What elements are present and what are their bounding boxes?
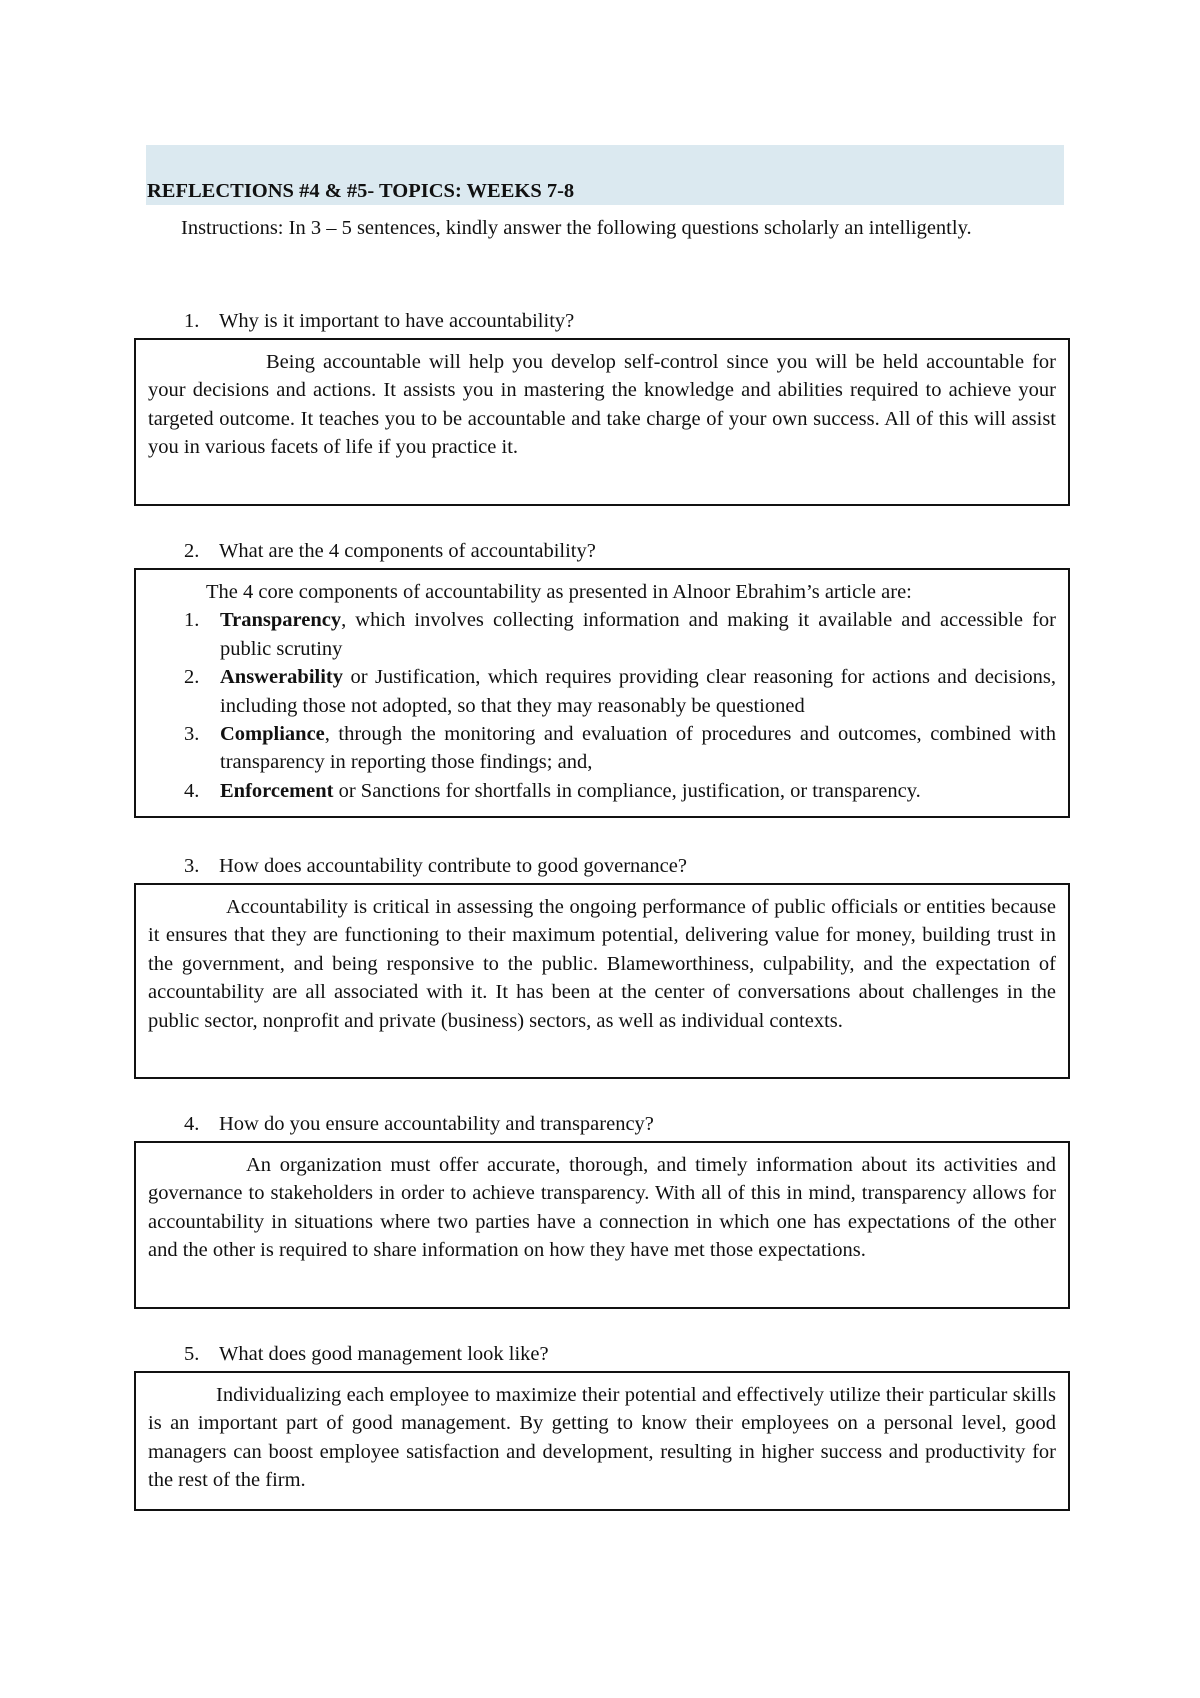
question-number: 1. (184, 310, 200, 332)
answer-text: Being accountable will help you develop self-control since you will be held accountable for your decisions and actions. It assists you in mastering the knowledge and abilities required to achieve your targeted outcome. It teaches you to be accountable and take charge of your own success. All of this will assist you in various facets of life if you practice it. (148, 351, 1056, 459)
answer-box-2 (134, 568, 1070, 818)
question-text: Why is it important to have accountability? (219, 310, 575, 332)
list-item (148, 777, 1056, 805)
answer-box-3 (134, 883, 1070, 1079)
question-number: 2. (184, 540, 200, 562)
component-description: , which involves collecting information and making it available and accessible for public scrutiny (220, 609, 1056, 660)
list-number: 2. (184, 666, 200, 689)
component-description: or Sanctions for shortfalls in compliance, justification, or transparency. (333, 779, 921, 802)
list-item (148, 663, 1056, 720)
question-number: 3. (184, 855, 200, 877)
component-term: Answerability (220, 666, 343, 689)
component-term: Compliance (220, 723, 325, 746)
question-text: How does accountability contribute to good governance? (219, 855, 687, 877)
list-item (148, 720, 1056, 777)
answer-text: Individualizing each employee to maximize their potential and effectively utilize their particular skills is an important part of good management. By getting to know their employees on a personal level, good managers can boost employee satisfaction and development, resulting in higher success and productivity for the rest of the firm. (148, 1384, 1056, 1492)
components-intro: The 4 core components of accountability as presented in Alnoor Ebrahim’s article are: (206, 581, 912, 603)
component-term: Transparency (220, 609, 342, 632)
component-description: or Justification, which requires providing clear reasoning for actions and decisions, including those not adopted, so that they may reasonably be questioned (220, 666, 1056, 717)
answer-text: An organization must offer accurate, thorough, and timely information about its activities and governance to stakeholders in order to achieve transparency. With all of this in mind, transparency allows for accountability in situations where two parties have a connection in which one has expectations of the other and the other is required to share information on how they have met those expectations. (148, 1154, 1056, 1262)
answer-box-5 (134, 1371, 1070, 1511)
page-title: REFLECTIONS #4 & #5- TOPICS: WEEKS 7-8 (147, 180, 575, 202)
list-number: 3. (184, 723, 200, 746)
question-number: 4. (184, 1113, 200, 1135)
answer-box-1 (134, 338, 1070, 506)
instructions-paragraph: Instructions: In 3 – 5 sentences, kindly answer the following questions scholarly an intelligently. (181, 217, 972, 239)
list-number: 1. (184, 609, 200, 632)
question-2 (184, 540, 596, 563)
list-item (148, 606, 1056, 663)
question-5 (184, 1343, 549, 1366)
question-4 (184, 1113, 654, 1136)
components-list (148, 606, 1056, 805)
question-3 (184, 855, 687, 878)
question-1 (184, 310, 574, 333)
question-number: 5. (184, 1343, 200, 1365)
answer-text: Accountability is critical in assessing the ongoing performance of public officials or entities because it ensures that they are functioning to their maximum potential, delivering value for money, building trust in the government, and being responsive to the public. Blameworthiness, culpability, and the expectation of accountability are all associated with it. It has been at the center of conversations about challenges in the public sector, nonprofit and private (business) sectors, as well as individual contexts. (148, 896, 1056, 1032)
component-description: , through the monitoring and evaluation of procedures and outcomes, combined with transparency in reporting those findings; and, (220, 723, 1056, 774)
answer-box-4 (134, 1141, 1070, 1309)
component-term: Enforcement (220, 779, 334, 802)
list-number: 4. (184, 779, 200, 802)
question-text: What are the 4 components of accountability? (219, 540, 596, 562)
question-text: How do you ensure accountability and transparency? (219, 1113, 654, 1135)
question-text: What does good management look like? (219, 1343, 549, 1365)
